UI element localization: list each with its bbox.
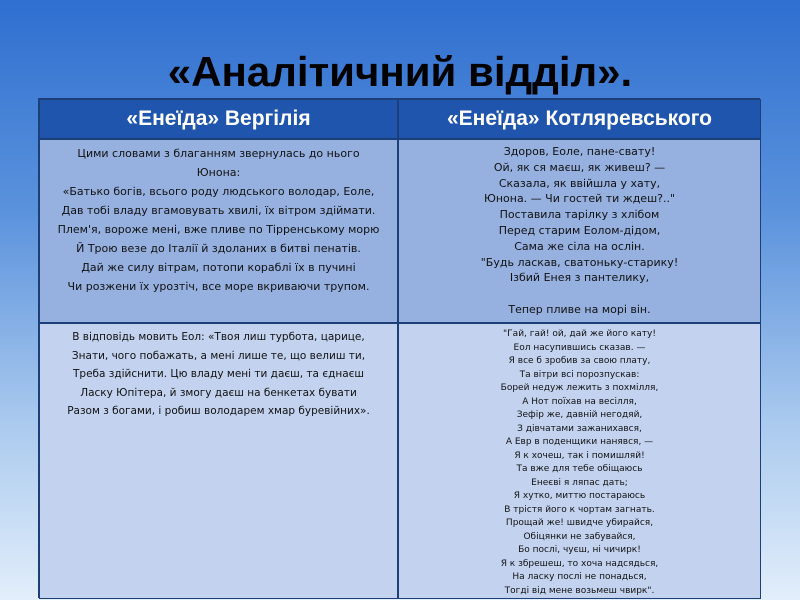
text-line: Та вітри всі порозпускав: bbox=[519, 369, 640, 380]
slide-title: «Аналітичний відділ». bbox=[167, 48, 633, 95]
text-line: Разом з богами, і робиш володарем хмар буревійних». bbox=[67, 405, 370, 418]
cell-virgil-row-1 bbox=[39, 139, 398, 323]
text-line: Я все б зробив за свою плату, bbox=[508, 356, 651, 366]
text-line: Я к збрешеш, то хоча надсядься, bbox=[500, 558, 659, 569]
text-line: Тогді від мене возьмеш чвирк". bbox=[504, 585, 655, 596]
text-line: Ізбий Енея з пантелику, bbox=[509, 271, 650, 285]
header-kotliarevsky: «Енеїда» Котляревського bbox=[398, 99, 761, 139]
text-line: В відповідь мовить Еол: «Твоя лиш турбота, царице, bbox=[72, 331, 365, 343]
text-line: Я хутко, миттю постараюсь bbox=[513, 491, 646, 501]
text-line: Й Трою везе до Італії й здоланих в битві пенатів. bbox=[76, 242, 361, 255]
text-line bbox=[399, 286, 760, 302]
text-line: "Будь ласкав, сватоньку-старику! bbox=[480, 255, 679, 269]
text-line: "Гай, гай! ой, дай же його кату! bbox=[503, 329, 656, 339]
text-line: Здоров, Еоле, пане-свату! bbox=[503, 145, 656, 158]
text-line: Перед старим Еолом-дідом, bbox=[498, 223, 661, 237]
text-line: Та вже для тебе обіщаюсь bbox=[516, 464, 643, 474]
text-line: Борей недуж лежить з похмілля, bbox=[500, 383, 659, 393]
text-line: Юнона. — Чи гостей ти ждеш?.." bbox=[483, 192, 676, 206]
text-line: В трістя його к чортам загнать. bbox=[504, 504, 655, 515]
text-line: Я к хочеш, так і помишляй! bbox=[514, 450, 645, 461]
text-line: Знати, чого побажать, а мені лише те, що велиш ти, bbox=[71, 349, 366, 362]
text-line: Дав тобі владу вгамовувать хвилі, їх вітром здіймати. bbox=[61, 204, 376, 217]
cell-kotliarevsky-row-1 bbox=[398, 139, 761, 323]
text-line: Бо послі, чуєш, ні чичирк! bbox=[518, 545, 641, 555]
text-line: А Евр в поденщики нанявся, — bbox=[505, 437, 654, 447]
text-line: Плем'я, вороже мені, вже пливе по Тірренському морю bbox=[57, 223, 380, 236]
text-line: Юнона: bbox=[196, 166, 241, 179]
text-line: Треба здійснити. Цю владу мені ти даєш, та єднаєш bbox=[72, 368, 365, 381]
text-line: Тепер пливе на морі він. bbox=[508, 302, 651, 316]
text-line: На ласку послі не понадься, bbox=[512, 572, 647, 582]
cell-kotliarevsky-row-2 bbox=[398, 323, 761, 599]
text-line: Сказала, як ввійшла у хату, bbox=[498, 176, 661, 190]
comparison-table bbox=[38, 98, 760, 598]
text-line: «Батько богів, всього роду людського володар, Еоле, bbox=[62, 185, 375, 198]
text-line: Чи розжени їх урозтіч, все море вкриваючи трупом. bbox=[67, 280, 370, 293]
header-virgil: «Енеїда» Вергілія bbox=[39, 99, 398, 139]
text-line: Енеєві я ляпас дать; bbox=[531, 477, 628, 488]
text-line: Обіцянки не забувайся, bbox=[523, 531, 636, 542]
text-line: Сама же сіла на ослін. bbox=[514, 239, 645, 253]
text-line: Дай же силу вітрам, потопи кораблі їх в пучині bbox=[81, 261, 356, 274]
text-line: Зефір же, давній негодяй, bbox=[516, 410, 643, 420]
text-line: Цими словами з благанням звернулась до нього bbox=[77, 147, 360, 160]
text-line: Прощай же! швидче убирайся, bbox=[505, 518, 654, 528]
text-line: З дівчатами зажанихався, bbox=[517, 423, 642, 434]
text-line: Ласку Юпітера, й змогу даєш на бенкетах бувати bbox=[80, 386, 357, 399]
text-line: А Нот поїхав на весілля, bbox=[522, 396, 637, 407]
text-line: Еол насупившись сказав. — bbox=[513, 342, 646, 353]
cell-virgil-row-2 bbox=[39, 323, 398, 599]
text-line: Поставила тарілку з хлібом bbox=[499, 208, 660, 222]
text-line: Ой, як ся маєш, як живеш? — bbox=[493, 160, 666, 174]
